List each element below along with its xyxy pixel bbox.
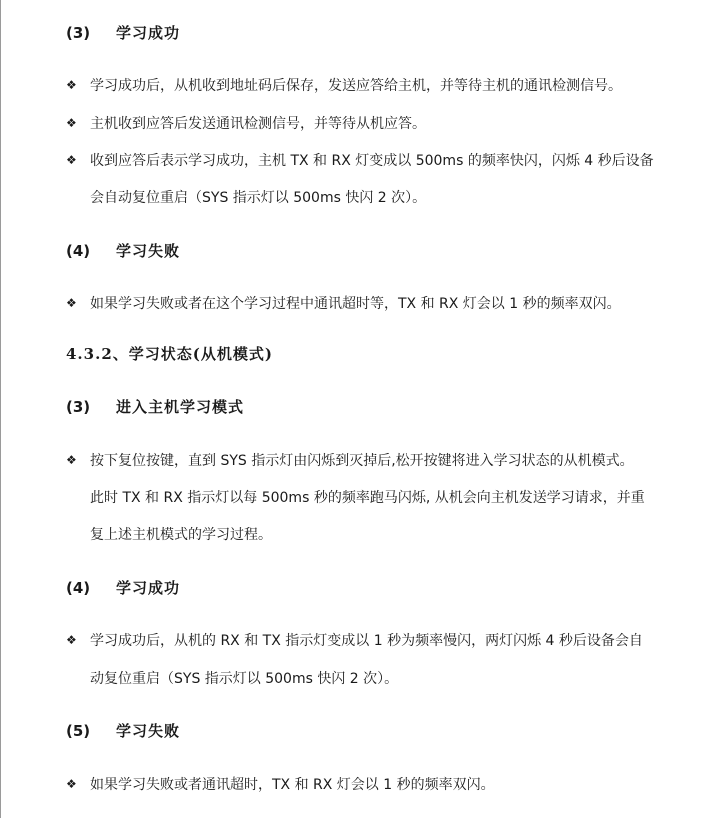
subheading (66, 396, 244, 417)
section-heading: 4.3.2、学习状态(从机模式) (66, 345, 273, 363)
subheading-number: (3) (66, 398, 91, 416)
bullet-icon: ❖ (66, 296, 77, 310)
subheading (66, 240, 180, 261)
subheading (66, 720, 180, 741)
bullet-icon: ❖ (66, 78, 77, 92)
subheading-text: 学习失败 (116, 242, 181, 260)
bullet-continuation: 会自动复位重启（SYS 指示灯以 500ms 快闪 2 次）。 (90, 190, 427, 206)
bullet-text: 按下复位按键，直到 SYS 指示灯由闪烁到灭掉后,松开按键将进入学习状态的从机模式。 (90, 453, 634, 469)
subheading-text: 学习成功 (116, 579, 181, 597)
subheading-number: (5) (66, 722, 91, 740)
bullet-continuation: 复上述主机模式的学习过程。 (90, 527, 272, 543)
bullet-continuation: 动复位重启（SYS 指示灯以 500ms 快闪 2 次）。 (90, 671, 399, 687)
bullet-text: 学习成功后，从机的 RX 和 TX 指示灯变成以 1 秒为频率慢闪，两灯闪烁 4 秒后设备会自 (90, 633, 643, 649)
bullet-icon: ❖ (66, 633, 77, 647)
bullet-text: 收到应答后表示学习成功，主机 TX 和 RX 灯变成以 500ms 的频率快闪，闪烁 4 秒后设备 (90, 153, 654, 169)
subheading (66, 577, 180, 598)
bullet-icon: ❖ (66, 777, 77, 791)
bullet-text: 主机收到应答后发送通讯检测信号，并等待从机应答。 (90, 116, 426, 132)
subheading-text: 进入主机学习模式 (116, 398, 245, 416)
bullet-text: 学习成功后，从机收到地址码后保存，发送应答给主机，并等待主机的通讯检测信号。 (90, 78, 622, 94)
subheading-number: (4) (66, 579, 91, 597)
subheading-number: (4) (66, 242, 91, 260)
subheading-number: (3) (66, 24, 91, 42)
bullet-icon: ❖ (66, 453, 77, 467)
bullet-text: 如果学习失败或者在这个学习过程中通讯超时等，TX 和 RX 灯会以 1 秒的频率双闪。 (90, 296, 621, 312)
bullet-icon: ❖ (66, 153, 77, 167)
bullet-continuation: 此时 TX 和 RX 指示灯以每 500ms 秒的频率跑马闪烁, 从机会向主机发送学习请求，并重 (90, 490, 645, 506)
subheading (66, 22, 180, 43)
subheading-text: 学习成功 (116, 24, 181, 42)
bullet-text: 如果学习失败或者通讯超时，TX 和 RX 灯会以 1 秒的频率双闪。 (90, 777, 495, 793)
subheading-text: 学习失败 (116, 722, 181, 740)
bullet-icon: ❖ (66, 116, 77, 130)
